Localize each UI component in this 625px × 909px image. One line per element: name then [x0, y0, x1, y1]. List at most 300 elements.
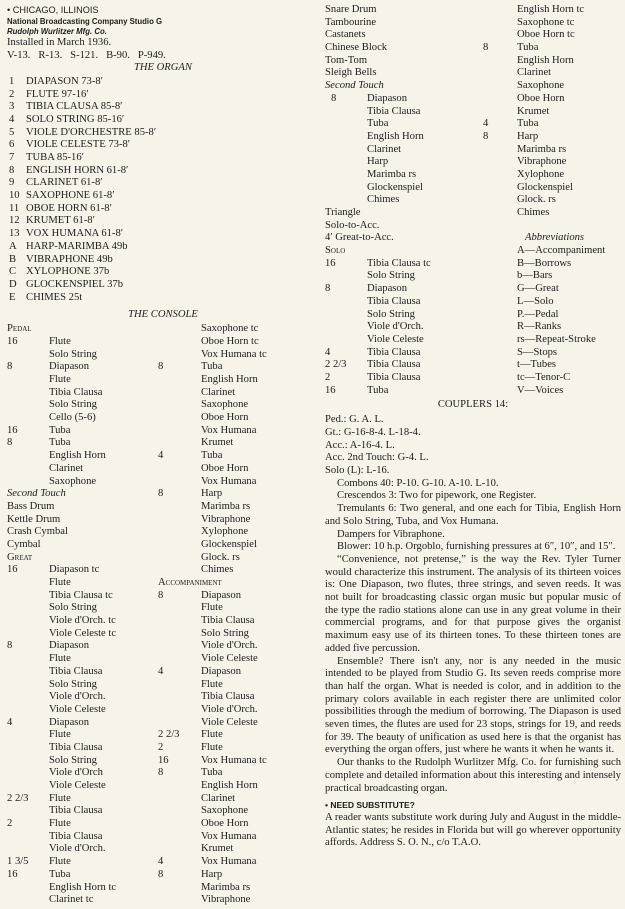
organ-stop-number: 1: [9, 75, 15, 87]
console-cell-d: Marimba rs: [201, 881, 251, 893]
console-cell-b: Clarinet: [49, 462, 84, 474]
console-row: [325, 283, 621, 296]
console-cell-a: Bass Drum: [7, 500, 55, 512]
console-row: [7, 831, 319, 844]
console-cell-d: Flute: [201, 678, 223, 690]
console-cell-b: Clarinet tc: [49, 894, 94, 906]
console-cell-d: Glockenspiel: [201, 538, 257, 550]
console-cell-a: Solo: [325, 245, 346, 257]
coupler-line: Gt.: G-16-8-4. L-18-4.: [325, 427, 421, 438]
console-cell-d: Vox Humana: [201, 424, 257, 436]
console-cell-a: Chinese Block: [325, 42, 388, 54]
console-cell-d: t—Tubes: [517, 359, 557, 371]
console-cell-b: Tibia Clausa: [367, 295, 421, 307]
console-row: [325, 29, 621, 42]
console-cell-b: Viole d'Orch.: [367, 321, 424, 333]
console-cell-a: 16: [325, 384, 336, 396]
organ-stop-name: SOLO STRING 85-16′: [26, 113, 125, 125]
console-row: [325, 372, 621, 385]
organ-stop-row: [7, 203, 319, 216]
console-cell-b: English Horn: [367, 130, 424, 142]
console-cell-d: Harp: [201, 868, 223, 880]
console-row: [325, 207, 621, 220]
organ-stop-number: D: [9, 278, 17, 290]
console-cell-b: Glockenspiel: [367, 181, 423, 193]
organ-stop-row: [7, 190, 319, 203]
console-cell-a: Great: [7, 551, 33, 563]
console-cell-c: 4: [158, 665, 164, 677]
console-cell-b: Chimes: [367, 194, 400, 206]
console-row: [7, 843, 319, 856]
console-cell-b: Tuba: [49, 437, 71, 449]
console-cell-a: 16: [7, 424, 18, 436]
console-cell-a: 4: [325, 346, 331, 358]
console-cell-d: Krumet: [201, 437, 234, 449]
organ-stop-name: HARP-MARIMBA 49b: [26, 240, 128, 252]
console-cell-d: Clarinet: [517, 67, 552, 79]
console-cell-d: Oboe Horn tc: [201, 335, 259, 347]
organ-stop-name: VIBRAPHONE 49b: [26, 253, 113, 265]
console-cell-a: Castanets: [325, 29, 366, 41]
console-cell-d: Tibia Clausa: [201, 691, 255, 703]
console-cell-d: Krumet: [201, 843, 234, 855]
organ-stop-number: 7: [9, 152, 15, 163]
organ-stop-name: VOX HUMANA 61-8′: [26, 228, 124, 240]
console-row: [7, 742, 319, 755]
console-cell-a: 2 2/3: [325, 359, 347, 371]
console-row: [7, 552, 319, 565]
console-row: [7, 501, 319, 514]
blower-text: Blower: 10 h.p. Orgoblo, furnishing pressures at 6″, 10″, and 15″.: [337, 541, 616, 553]
console-row: [325, 93, 621, 106]
organ-stop-row: [7, 152, 319, 165]
organ-stop-number: 6: [9, 139, 15, 151]
console-cell-a: 4′ Great-to-Acc.: [325, 232, 394, 244]
console-cell-b: Tibia Clausa: [367, 371, 421, 383]
console-row: [325, 42, 621, 55]
console-cell-a: 8: [7, 361, 13, 373]
console-cell-d: Harp: [201, 488, 223, 500]
organ-stop-name: FLUTE 97-16′: [26, 88, 89, 100]
console-cell-b: Tibia Clausa tc: [367, 257, 431, 269]
console-row: [325, 80, 621, 93]
console-cell-d: Oboe Horn: [201, 462, 249, 474]
console-cell-b: Flute: [49, 374, 71, 385]
article-paragraph-1: “Convenience, not pretense,” is the way the Rev. Tyler Turner would characterize this instrument. The analysis of its thirteen voices is: One Diapason, two flutes, three strings, and seven reeds. It was not built for broadcasting classic organ music but popular music of the type the radio stations alone can use in any great volume in their commercial programs, and for that purpose gives the organist maximum easy use of its thirteen tones. To these thirteen tones are added five percussion.: [325, 553, 621, 654]
console-row: [7, 666, 319, 679]
console-cell-a: 2: [325, 371, 331, 383]
notice-heading-text: NEED SUBSTITUTE?: [330, 800, 415, 811]
console-cell-d: Saxophone tc: [517, 16, 575, 28]
console-row: [7, 628, 319, 641]
organ-stop-row: [7, 89, 319, 102]
organ-stop-row: [7, 114, 319, 127]
console-row: [325, 17, 621, 30]
organ-stop-list: [7, 76, 319, 304]
console-cell-d: Flute: [201, 741, 223, 753]
console-cell-a: Kettle Drum: [7, 513, 61, 525]
console-cell-d: Vibraphone: [201, 513, 251, 525]
organ-stop-number: B: [9, 253, 17, 265]
console-row: [7, 526, 319, 539]
console-cell-c: 2 2/3: [158, 729, 180, 741]
organ-stop-name: CLARINET 61-8′: [26, 177, 103, 189]
console-row: [325, 385, 621, 398]
organ-stop-name: KRUMET 61-8′: [26, 215, 95, 227]
console-cell-a: 4: [7, 716, 13, 728]
console-right-table: [325, 4, 621, 397]
console-cell-d: b—Bars: [517, 270, 553, 282]
console-cell-d: Clarinet: [201, 386, 236, 398]
couplers-heading: COUPLERS 14:: [437, 399, 509, 411]
console-cell-d: tc—Tenor-C: [517, 371, 571, 383]
console-cell-b: English Horn: [49, 450, 106, 462]
console-row: [325, 55, 621, 68]
organ-stop-number: 9: [9, 177, 15, 189]
console-cell-d: Tuba: [517, 118, 539, 130]
organ-stop-number: E: [9, 291, 16, 303]
console-row: [7, 488, 319, 501]
console-cell-b: Diapason: [49, 361, 90, 373]
organ-stop-row: [7, 241, 319, 254]
console-cell-b: English Horn tc: [49, 881, 117, 893]
console-cell-b: Solo String: [367, 270, 415, 282]
console-cell-d: Vibraphone: [201, 894, 251, 906]
console-cell-a: Crash Cymbal: [7, 526, 68, 538]
console-row: [325, 67, 621, 80]
console-cell-a: 16: [325, 257, 336, 269]
console-row: [325, 144, 621, 157]
console-cell-b: Tibia Clausa: [49, 741, 103, 753]
console-cell-a: 8: [331, 92, 337, 104]
console-cell-b: Diapason: [49, 640, 90, 652]
console-row: [325, 182, 621, 195]
console-cell-d: Saxophone tc: [201, 323, 259, 335]
console-row: [325, 194, 621, 207]
console-cell-c: Accompaniment: [158, 577, 222, 588]
console-cell-c: 8: [158, 767, 164, 779]
console-cell-d: S—Stops: [517, 346, 558, 358]
console-cell-d: Saxophone: [201, 805, 249, 817]
organ-stop-name: VIOLE CELESTE 73-8′: [26, 139, 131, 151]
organ-stop-row: [7, 127, 319, 140]
console-row: [7, 793, 319, 806]
coupler-line: Solo (L): L-16.: [325, 465, 390, 477]
organ-stop-name: CHIMES 25t: [26, 291, 83, 303]
console-row: [325, 118, 621, 131]
console-cell-d: Abbreviations: [525, 232, 585, 244]
organ-stop-name: TIBIA CLAUSA 85-8′: [26, 101, 123, 113]
console-cell-b: Flute: [49, 653, 71, 665]
console-cell-b: Diapason: [49, 716, 90, 728]
console-row: [7, 602, 319, 615]
console-row: [325, 245, 621, 258]
console-cell-b: Solo String: [49, 754, 97, 766]
console-row: [7, 704, 319, 717]
console-cell-d: Harp: [517, 130, 539, 142]
location-text: CHICAGO, ILLINOIS: [12, 5, 99, 15]
coupler-line: Acc.: A-16-4. L.: [325, 439, 395, 451]
console-row: [7, 717, 319, 730]
console-cell-b: Viole d'Orch.: [49, 691, 106, 703]
console-cell-d: Glock. rs: [201, 551, 240, 563]
organ-stop-row: [7, 228, 319, 241]
console-row: [7, 514, 319, 527]
console-row: [7, 374, 319, 387]
console-row: [7, 463, 319, 476]
console-cell-d: English Horn tc: [517, 4, 585, 15]
coupler-indented-line: Combons 40: P-10. G-10. A-10. L-10.: [337, 477, 499, 489]
dampers-text: Dampers for Vibraphone.: [337, 528, 445, 540]
console-left-table: [7, 323, 319, 907]
console-cell-d: Saxophone: [201, 399, 249, 411]
organ-stop-number: C: [9, 266, 17, 278]
console-cell-b: Tibia Clausa: [367, 346, 421, 358]
console-cell-a: 16: [7, 335, 18, 347]
console-cell-b: Tuba: [49, 424, 71, 436]
console-cell-d: Vox Humana: [201, 475, 257, 487]
organ-stop-row: [7, 177, 319, 190]
console-cell-b: Tibia Clausa: [49, 830, 103, 842]
console-cell-d: Xylophone: [517, 168, 565, 180]
console-row: [7, 323, 319, 336]
coupler-indented-line: Crescendos 3: Two for pipework, one Register.: [337, 490, 537, 502]
console-row: [325, 4, 621, 17]
notice-text: A reader wants substitute work during July and August in the middle-Atlantic states; he resides in Florida but will go wherever opportunity affords. Address S. O. N., c/o T.A.O.: [325, 812, 621, 849]
organ-stop-row: [7, 266, 319, 279]
organ-stop-name: XYLOPHONE 37b: [26, 266, 110, 278]
console-cell-d: English Horn: [517, 54, 574, 66]
console-cell-b: Viole d'Orch.: [49, 843, 106, 855]
console-cell-c: 8: [483, 130, 489, 142]
console-row: [7, 361, 319, 374]
organ-stop-number: 4: [9, 113, 15, 125]
console-cell-b: Viole d'Orch. tc: [49, 615, 116, 627]
console-cell-d: Marimba rs: [517, 143, 567, 155]
console-cell-a: Tom-Tom: [325, 54, 368, 66]
organ-stop-number: 13: [9, 228, 20, 240]
console-cell-d: rs—Repeat-Stroke: [517, 333, 596, 345]
console-row: [7, 729, 319, 742]
console-cell-c: 4: [158, 450, 164, 462]
console-cell-d: A—Accompaniment: [517, 245, 606, 257]
console-row: [7, 767, 319, 780]
console-row: [7, 564, 319, 577]
coupler-line: Acc. 2nd Touch: G-4. L.: [325, 452, 429, 464]
console-row: [7, 539, 319, 552]
console-cell-d: Diapason: [201, 665, 242, 677]
console-cell-d: Clarinet: [201, 792, 236, 804]
console-row: [7, 818, 319, 831]
console-cell-b: Diapason: [367, 283, 408, 295]
organ-heading: THE ORGAN: [134, 62, 192, 74]
console-cell-b: Tibia Clausa: [367, 105, 421, 117]
console-row: [7, 412, 319, 425]
console-row: [7, 653, 319, 666]
console-cell-b: Flute: [49, 729, 71, 741]
console-cell-a: Second Touch: [325, 80, 384, 92]
console-cell-b: Saxophone: [49, 475, 97, 487]
console-row: [7, 387, 319, 400]
console-cell-a: 2: [7, 818, 13, 830]
console-row: [325, 321, 621, 334]
console-cell-b: Viole d'Orch: [49, 767, 103, 779]
console-row: [7, 577, 319, 590]
organ-stop-number: 5: [9, 126, 15, 138]
console-cell-b: Solo String: [49, 399, 97, 411]
console-heading: THE CONSOLE: [128, 309, 198, 321]
console-cell-a: Snare Drum: [325, 4, 377, 15]
console-cell-d: Viole Celeste: [201, 653, 258, 665]
console-row: [325, 347, 621, 360]
console-row: [7, 805, 319, 818]
console-row: [7, 869, 319, 882]
console-cell-a: 2 2/3: [7, 792, 29, 804]
specs-line: V-13. R-13. S-121. B-90. P-949.: [7, 49, 166, 61]
console-row: [325, 169, 621, 182]
coupler-indented-lines: [325, 478, 621, 503]
console-cell-d: P.—Pedal: [517, 308, 559, 320]
console-cell-d: B—Borrows: [517, 257, 572, 269]
organ-stop-row: [7, 165, 319, 178]
console-cell-b: Marimba rs: [367, 168, 417, 180]
console-row: [7, 425, 319, 438]
console-cell-b: Solo String: [367, 308, 415, 320]
console-cell-d: Viole d'Orch.: [201, 640, 258, 652]
console-row: [7, 780, 319, 793]
organ-stop-row: [7, 292, 319, 305]
console-row: [7, 437, 319, 450]
organ-stop-name: DIAPASON 73-8′: [26, 75, 103, 87]
console-cell-b: Harp: [367, 156, 389, 168]
console-cell-b: Flute: [49, 335, 71, 347]
console-row: [7, 894, 319, 907]
console-cell-d: Flute: [201, 729, 223, 741]
console-cell-a: 8: [325, 283, 331, 295]
console-row: [7, 640, 319, 653]
coupler-lines: [325, 414, 621, 477]
console-cell-b: Viole Celeste: [367, 333, 424, 345]
console-row: [325, 220, 621, 233]
console-cell-b: Diapason: [367, 92, 408, 104]
console-cell-b: Diapason tc: [49, 564, 100, 576]
console-cell-c: 8: [483, 42, 489, 54]
organ-stop-name: VIOLE D'ORCHESTRE 85-8′: [26, 126, 157, 138]
organ-stop-number: 3: [9, 101, 15, 113]
console-row: [7, 399, 319, 412]
console-cell-d: English Horn: [201, 374, 258, 385]
console-row: [325, 309, 621, 322]
console-row: [7, 349, 319, 362]
console-cell-d: Viole d'Orch.: [201, 703, 258, 715]
console-cell-a: 8: [7, 437, 13, 449]
console-cell-b: Viole Celeste: [49, 703, 106, 715]
console-cell-b: Tuba: [49, 868, 71, 880]
console-cell-a: Second Touch: [7, 488, 66, 500]
console-row: [325, 334, 621, 347]
console-cell-c: 2: [158, 741, 164, 753]
console-cell-d: English Horn: [201, 780, 258, 791]
console-cell-d: Flute: [201, 602, 223, 614]
organ-stop-row: [7, 254, 319, 267]
installed-line: Installed in March 1936.: [7, 37, 112, 48]
console-row: [7, 590, 319, 603]
organ-stop-row: [7, 76, 319, 89]
article-paragraph-3: Our thanks to the Rudolph Wurlitzer Mfg. Co. for furnishing such complete and detailed information about this interesting and intensely practical broadcasting organ.: [325, 757, 621, 794]
organ-stop-number: 8: [9, 164, 15, 176]
console-cell-d: Xylophone: [201, 526, 249, 538]
console-cell-a: Cymbal: [7, 538, 41, 550]
console-cell-d: Vox Humana: [201, 856, 257, 868]
console-cell-d: Tuba: [517, 42, 539, 54]
console-cell-c: 8: [158, 488, 164, 500]
organ-stop-row: [7, 101, 319, 114]
right-column: [325, 4, 621, 850]
console-row: [325, 131, 621, 144]
tremulants-text: Tremulants 6: Two general, and one each for Tibia, English Horn and Solo String, Tuba, and Vox Humana.: [325, 503, 621, 527]
console-cell-b: Viole Celeste: [49, 780, 106, 791]
console-cell-d: Tuba: [201, 361, 223, 373]
console-cell-d: Diapason: [201, 589, 242, 601]
console-row: [7, 450, 319, 463]
console-cell-d: Tuba: [201, 450, 223, 462]
studio-line: National Broadcasting Company Studio G: [7, 17, 163, 26]
console-cell-d: G—Great: [517, 283, 559, 295]
organ-stop-row: [7, 279, 319, 292]
coupler-line: Ped.: G. A. L.: [325, 414, 384, 426]
console-cell-d: Oboe Horn tc: [517, 29, 575, 41]
console-cell-b: Solo String: [49, 678, 97, 690]
organ-stop-row: [7, 215, 319, 228]
console-cell-b: Flute: [49, 792, 71, 804]
console-cell-d: Oboe Horn: [201, 818, 249, 830]
console-cell-a: Tambourine: [325, 16, 377, 28]
organ-stop-number: 10: [9, 190, 20, 202]
organ-stop-number: 11: [9, 202, 20, 214]
organ-stop-number: A: [9, 240, 17, 252]
console-cell-c: 4: [483, 118, 489, 130]
organ-stop-name: OBOE HORN 61-8′: [26, 202, 112, 214]
console-row: [7, 476, 319, 489]
console-cell-d: Glock. rs: [517, 194, 556, 206]
console-row: [7, 856, 319, 869]
console-cell-a: Pedal: [7, 323, 32, 335]
console-row: [325, 296, 621, 309]
notice-heading: • NEED SUBSTITUTE?: [325, 800, 415, 811]
article-paragraph-2: Ensemble? There isn't any, nor is any needed in the music intended to be played from Studio G. Its seven reeds comprise more than half the organ. What is needed is color, and in addition to the primary colors available in each register there are unlimited color possibilities through the medium of borrowing. The Diapason is used seven times, the flutes are used for 23 stops, strings for 19, and reeds for 39. The beauty of unification as used here is that the organist has everything the organ offers, just where he wants it when he wants it.: [325, 655, 621, 756]
console-cell-d: Chimes: [201, 564, 234, 576]
console-cell-a: 16: [7, 564, 18, 576]
console-row: [7, 882, 319, 895]
console-cell-c: 8: [158, 361, 164, 373]
console-cell-d: Oboe Horn: [201, 412, 249, 424]
console-row: [325, 270, 621, 283]
console-cell-a: Sleigh Bells: [325, 67, 377, 79]
console-cell-b: Clarinet: [367, 143, 402, 155]
console-cell-c: 8: [158, 868, 164, 880]
location-heading: • CHICAGO, ILLINOIS: [7, 5, 99, 15]
console-cell-c: 4: [158, 856, 164, 868]
console-cell-d: Tibia Clausa: [201, 615, 255, 627]
console-row: [325, 359, 621, 372]
console-cell-a: Solo-to-Acc.: [325, 219, 380, 231]
console-cell-c: 8: [158, 589, 164, 601]
console-cell-d: Tuba: [201, 767, 223, 779]
console-row: [325, 232, 621, 245]
console-cell-b: Solo String: [49, 602, 97, 614]
console-row: [7, 615, 319, 628]
organ-stop-name: TUBA 85-16′: [26, 152, 84, 163]
